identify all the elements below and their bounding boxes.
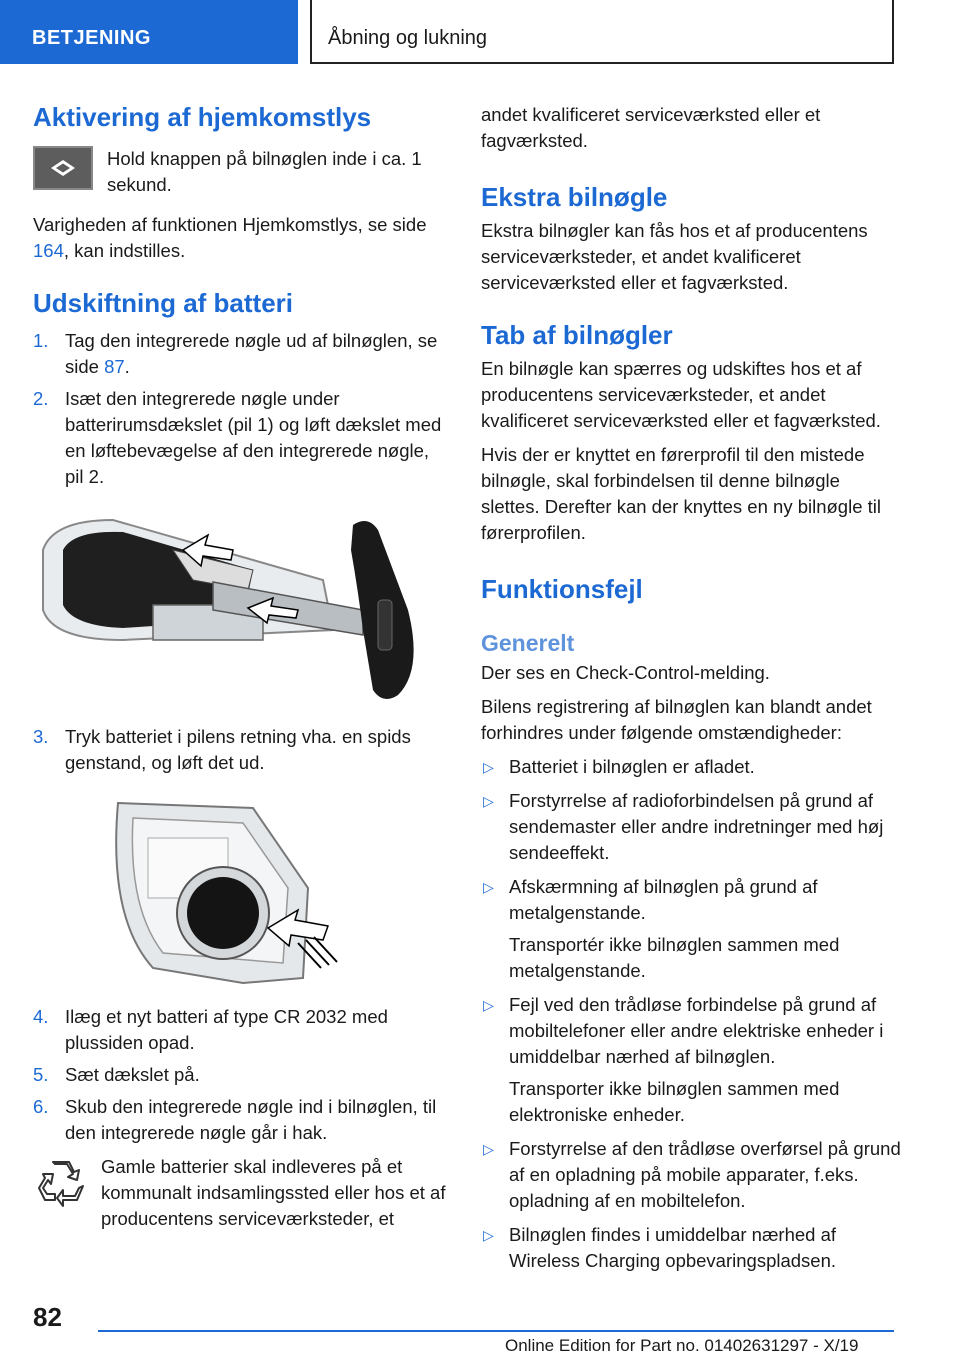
bullet-triangle-icon: ▷ <box>483 1227 494 1243</box>
list-item <box>481 788 901 866</box>
recycle-icon <box>33 1156 89 1212</box>
lost-keys-text-1: En bilnøgle kan spærres og udskiftes hos et af producentens serviceværksteder, et andet kvalificeret serviceværksted eller et fagværksted. <box>481 358 881 431</box>
footer-divider <box>98 1330 894 1332</box>
list-item-subtext: Transportér ikke bilnøglen sammen med metalgenstande. <box>509 934 840 981</box>
heading-general: Generelt <box>481 630 575 656</box>
list-item-text: Forstyrrelse af radioforbindelsen på grund af sendemaster eller andre indretninger med høj sendeeffekt. <box>509 790 884 863</box>
general-text-1: Der ses en Check-Control-melding. <box>481 662 770 683</box>
list-item <box>481 1136 901 1214</box>
battery-steps-b <box>33 724 447 776</box>
footer-edition: Online Edition for Part no. 01402631297 - X/19 <box>505 1336 859 1355</box>
step-4: 4. Ilæg et nyt batteri af type CR 2032 med plussiden opad. <box>33 1006 388 1053</box>
heading-homelight: Aktivering af hjemkomstlys <box>33 102 372 132</box>
list-item-text: Batteriet i bilnøglen er afladet. <box>509 756 755 777</box>
list-item-text: Forstyrrelse af den trådløse overførsel på grund af en opladning på mobile apparater, f.eks. opladning af en mobiltelefon. <box>509 1138 901 1211</box>
bullet-triangle-icon: ▷ <box>483 1141 494 1157</box>
recycle-note <box>33 1154 447 1232</box>
section-tab <box>0 0 298 64</box>
right-column <box>481 100 901 1274</box>
heading-extra-key: Ekstra bilnøgle <box>481 182 668 212</box>
bullet-triangle-icon: ▷ <box>483 879 494 895</box>
left-column <box>33 100 447 1232</box>
malfunction-causes-list <box>481 754 901 1274</box>
homelight-instruction <box>33 146 447 198</box>
list-item-text: Afskærmning af bilnøglen på grund af metalgenstande. <box>509 876 818 923</box>
list-item-text: Bilnøglen findes i umiddelbar nærhed af Wireless Charging opbevaringspladsen. <box>509 1224 837 1271</box>
recycle-text: Gamle batterier skal indleveres på et kommunalt indsamlingssted eller hos et af producentens serviceværksteder, et <box>101 1156 446 1229</box>
homelight-text: Hold knappen på bilnøglen inde i ca. 1 sekund. <box>107 148 422 195</box>
step-6: 6. Skub den integrerede nøgle ind i bilnøglen, til den integrerede nøgle går i hak. <box>33 1096 437 1143</box>
extra-key-text: Ekstra bilnøgler kan fås hos et af producentens serviceværksteder, et andet kvalificeret serviceværksted eller et fagværksted. <box>481 220 868 293</box>
battery-compartment-illustration <box>93 798 393 988</box>
list-item <box>481 992 901 1128</box>
list-item-text: Fejl ved den trådløse forbindelse på grund af mobiltelefoner eller andre elektriske enheder i umiddelbar nærhed af bilnøglen. <box>509 994 884 1067</box>
chapter-title: Åbning og lukning <box>328 27 488 49</box>
lost-keys-text-2: Hvis der er knyttet en førerprofil til den mistede bilnøgle, skal forbindelsen til denne bilnøgle slettes. Derefter kan der knyttes en ny bilnøgle til førerprofilen. <box>481 444 881 543</box>
step-1: 1. Tag den integrerede nøgle ud af bilnøglen, se side 87. <box>33 330 438 377</box>
section-label: BETJENING <box>32 27 151 49</box>
heading-malfunction: Funktionsfejl <box>481 574 643 604</box>
key-opening-illustration <box>33 510 447 706</box>
battery-steps-a <box>33 328 447 490</box>
home-light-button-icon <box>33 146 93 190</box>
page-link-164[interactable]: 164 <box>33 240 64 261</box>
page-link-87[interactable]: 87 <box>104 356 125 377</box>
list-item-subtext: Transporter ikke bilnøglen sammen med elektroniske enheder. <box>509 1078 840 1125</box>
homelight-duration-para: Varigheden af funktionen Hjemkomstlys, se side 164, kan indstilles. <box>33 214 427 261</box>
list-item <box>481 874 901 984</box>
bullet-triangle-icon: ▷ <box>483 759 494 775</box>
page-number: 82 <box>33 1302 62 1332</box>
list-item <box>481 1222 901 1274</box>
step-5: 5. Sæt dækslet på. <box>33 1064 200 1085</box>
heading-battery: Udskiftning af batteri <box>33 288 294 318</box>
step-3: 3. Tryk batteriet i pilens retning vha. en spids genstand, og løft det ud. <box>33 726 411 773</box>
general-text-2: Bilens registrering af bilnøglen kan blandt andet forhindres under følgende omstændigheder: <box>481 696 872 743</box>
step-2: 2. Isæt den integrerede nøgle under batterirumsdækslet (pil 1) og løft dækslet med en løftebevægelse af den integrerede nøgle, pil 2. <box>33 388 442 487</box>
list-item <box>481 754 901 780</box>
battery-steps-c <box>33 1004 447 1146</box>
heading-lost-keys: Tab af bilnøgler <box>481 320 673 350</box>
continued-text: andet kvalificeret serviceværksted eller et fagværksted. <box>481 104 821 151</box>
chapter-header <box>310 0 894 64</box>
bullet-triangle-icon: ▷ <box>483 997 494 1013</box>
bullet-triangle-icon: ▷ <box>483 793 494 809</box>
